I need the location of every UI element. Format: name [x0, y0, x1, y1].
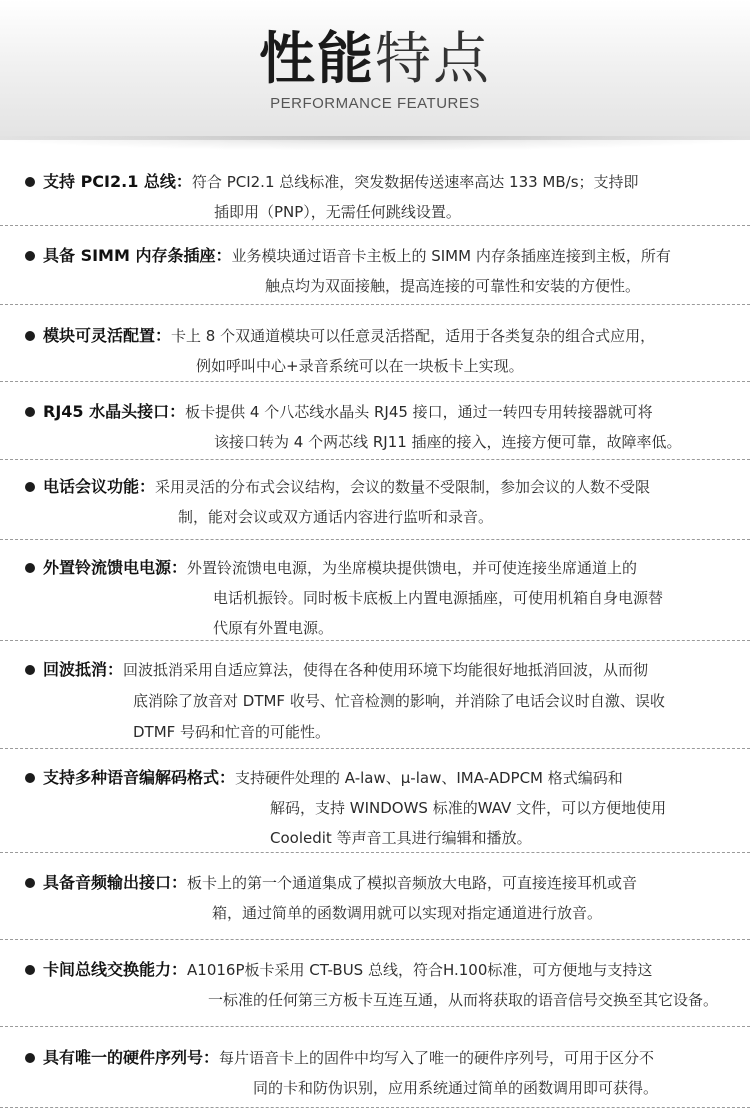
feature-first-line — [43, 767, 623, 789]
feature-item — [0, 305, 750, 382]
feature-item — [0, 749, 750, 853]
bullet-icon — [25, 1053, 35, 1063]
feature-first-line — [43, 557, 637, 579]
feature-item — [0, 540, 750, 641]
bullet-icon — [25, 563, 35, 573]
feature-description: 外置铃流馈电电源，为坐席模块提供馈电，并可使连接坐席通道上的 — [187, 559, 638, 577]
bullet-icon — [25, 407, 35, 417]
bullet-icon — [25, 482, 35, 492]
feature-label: 回波抵消： — [43, 660, 124, 679]
feature-label: 支持 PCI2.1 总线： — [43, 172, 192, 191]
feature-first-line — [43, 872, 637, 894]
feature-first-line — [43, 1047, 654, 1069]
feature-description: 每片语音卡上的固件中均写入了唯一的硬件序列号，可用于区分不 — [219, 1049, 655, 1067]
feature-description: 板卡提供 4 个八芯线水晶头 RJ45 接口，通过一转四专用转接器就可将 — [185, 403, 653, 421]
page-title — [0, 28, 750, 92]
feature-description: 采用灵活的分布式会议结构，会议的数量不受限制，参加会议的人数不受限 — [155, 478, 651, 496]
feature-label: 模块可灵活配置： — [43, 326, 172, 345]
bullet-icon — [25, 965, 35, 975]
feature-first-line — [43, 171, 639, 193]
feature-label: 具备 SIMM 内存条插座： — [43, 246, 232, 265]
feature-item — [0, 150, 750, 226]
feature-first-line — [43, 401, 653, 423]
bullet-icon — [25, 251, 35, 261]
feature-description: 业务模块通过语音卡主板上的 SIMM 内存条插座连接到主板，所有 — [231, 247, 671, 265]
feature-description-line: 触点均为双面接触，提高连接的可靠性和安装的方便性。 — [265, 277, 641, 295]
header-shadow — [0, 136, 750, 150]
feature-description-line: 该接口转为 4 个两芯线 RJ11 插座的接入，连接方便可靠，故障率低。 — [214, 433, 682, 451]
feature-label: 具有唯一的硬件序列号： — [43, 1048, 220, 1067]
feature-description-line: 解码，支持 WINDOWS 标准的WAV 文件，可以方便地使用 — [270, 799, 667, 817]
feature-first-line — [43, 476, 650, 498]
feature-description: 卡上 8 个双通道模块可以任意灵活搭配，适用于各类复杂的组合式应用， — [171, 327, 656, 345]
feature-list — [0, 150, 750, 1108]
page-subtitle: PERFORMANCE FEATURES — [270, 95, 480, 112]
feature-item — [0, 853, 750, 940]
title-light: 特点 — [375, 27, 491, 92]
feature-first-line — [43, 959, 652, 981]
feature-item — [0, 460, 750, 540]
bullet-icon — [25, 773, 35, 783]
feature-label: 外置铃流馈电电源： — [43, 558, 188, 577]
feature-description: 板卡上的第一个通道集成了模拟音频放大电路，可直接连接耳机或音 — [187, 874, 638, 892]
feature-description-line: 电话机振铃。同时板卡底板上内置电源插座，可使用机箱自身电源替 — [213, 589, 664, 607]
feature-first-line — [43, 325, 655, 347]
bullet-icon — [25, 177, 35, 187]
feature-description: 回波抵消采用自适应算法，使得在各种使用环境下均能很好地抵消回波，从而彻 — [123, 661, 649, 679]
feature-description-line: 插即用（PNP），无需任何跳线设置。 — [214, 203, 461, 221]
feature-description-line: 制，能对会议或双方通话内容进行监听和录音。 — [178, 508, 494, 526]
feature-item — [0, 226, 750, 305]
feature-item — [0, 940, 750, 1027]
feature-label: 电话会议功能： — [43, 477, 156, 496]
feature-description-line: DTMF 号码和忙音的可能性。 — [133, 723, 331, 741]
feature-description: 符合 PCI2.1 总线标准，突发数据传送速率高达 133 MB/s；支持即 — [191, 173, 639, 191]
feature-description: A1016P板卡采用 CT-BUS 总线，符合H.100标准，可方便地与支持这 — [187, 961, 653, 979]
feature-item — [0, 641, 750, 749]
feature-description-line: 同的卡和防伪识别，应用系统通过简单的函数调用即可获得。 — [253, 1079, 659, 1097]
feature-description-line: 代原有外置电源。 — [213, 619, 334, 637]
feature-first-line — [43, 245, 671, 267]
feature-description-line: 例如呼叫中心+录音系统可以在一块板卡上实现。 — [196, 357, 524, 375]
bullet-icon — [25, 331, 35, 341]
feature-first-line — [43, 659, 648, 681]
feature-label: 支持多种语音编解码格式： — [43, 768, 236, 787]
bullet-icon — [25, 665, 35, 675]
feature-item — [0, 382, 750, 460]
header — [0, 0, 750, 140]
title-bold: 性能 — [259, 27, 375, 92]
feature-item — [0, 1027, 750, 1108]
feature-label: RJ45 水晶头接口： — [43, 402, 186, 421]
feature-description: 支持硬件处理的 A-law、μ-law、IMA-ADPCM 格式编码和 — [235, 769, 623, 787]
feature-description-line: Cooledit 等声音工具进行编辑和播放。 — [270, 829, 532, 847]
feature-description-line: 一标准的任何第三方板卡互连互通，从而将获取的语音信号交换至其它设备。 — [208, 991, 719, 1009]
feature-label: 卡间总线交换能力： — [43, 960, 188, 979]
feature-description-line: 底消除了放音对 DTMF 收号、忙音检测的影响，并消除了电话会议时自激、误收 — [133, 692, 665, 710]
feature-label: 具备音频输出接口： — [43, 873, 188, 892]
bullet-icon — [25, 878, 35, 888]
feature-description-line: 箱，通过简单的函数调用就可以实现对指定通道进行放音。 — [212, 904, 603, 922]
